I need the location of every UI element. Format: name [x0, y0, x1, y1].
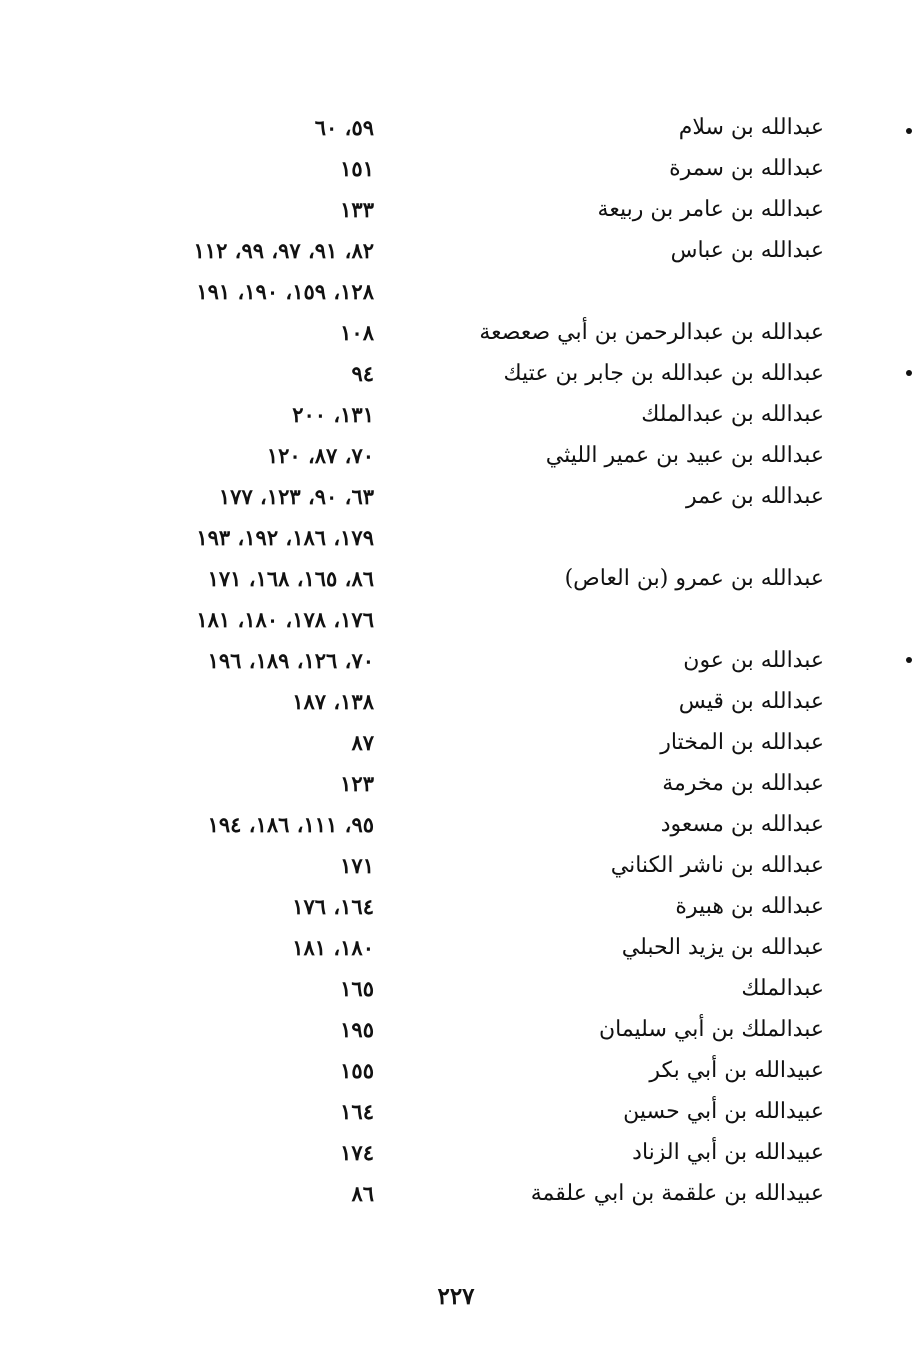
entry-name	[404, 518, 824, 558]
entry-name: عبيدالله بن أبي بكر	[649, 1058, 824, 1083]
entry-pages: ٩٥، ١١١، ١٨٦، ١٩٤	[207, 812, 374, 837]
entry-name: عبدالله بن عون	[683, 648, 824, 673]
entry-name: عبدالله بن عبيد بن عمير الليثي	[545, 443, 824, 468]
index-entry	[0, 518, 912, 558]
index-entry	[0, 969, 912, 1009]
entry-pages: ٩٤	[351, 361, 374, 386]
entry-pages: ١٣٣	[340, 197, 374, 222]
entry-name: عبدالله بن ناشر الكناني	[610, 853, 824, 878]
index-entry	[0, 805, 912, 845]
entry-name: عبدالله بن سلام	[678, 115, 824, 140]
index-entry	[0, 846, 912, 886]
index-entry	[0, 641, 912, 681]
index-entry	[0, 477, 912, 517]
index-entry	[0, 1133, 912, 1173]
entry-name: عبدالله بن المختار	[660, 730, 824, 755]
entry-pages: ٧٠، ١٢٦، ١٨٩، ١٩٦	[207, 648, 374, 673]
entry-name: عبدالله بن عمر	[685, 484, 824, 509]
entry-name: عبدالله بن عبدالملك	[641, 402, 824, 427]
entry-name: عبدالله بن مسعود	[660, 812, 824, 837]
entry-name: عبدالملك	[741, 976, 824, 1001]
entry-pages: ١٧١	[340, 853, 374, 878]
index-entry	[0, 313, 912, 353]
index-entry	[0, 149, 912, 189]
entry-name	[404, 600, 824, 640]
entry-name: عبيدالله بن علقمة بن ابي علقمة	[530, 1181, 824, 1206]
entry-pages: ٧٠، ٨٧، ١٢٠	[266, 443, 374, 468]
index-entry	[0, 559, 912, 599]
entry-pages: ١٣١، ٢٠٠	[292, 402, 374, 427]
entry-pages: ١٧٩، ١٨٦، ١٩٢، ١٩٣	[196, 525, 374, 550]
index-entry	[0, 231, 912, 271]
entry-name	[404, 272, 824, 312]
entry-pages: ١٨٠، ١٨١	[292, 935, 374, 960]
entry-pages: ١٠٨	[340, 320, 374, 345]
index-entry	[0, 354, 912, 394]
entry-pages: ١٧٤	[340, 1140, 374, 1165]
entry-name: عبدالله بن عباس	[670, 238, 824, 263]
entry-pages: ٦٣، ٩٠، ١٢٣، ١٧٧	[218, 484, 374, 509]
entry-pages: ٨٢، ٩١، ٩٧، ٩٩، ١١٢	[193, 238, 374, 263]
margin-dot	[906, 657, 912, 663]
entry-name: عبدالملك بن أبي سليمان	[598, 1017, 824, 1042]
index-entry	[0, 1010, 912, 1050]
margin-dot	[906, 370, 912, 376]
index-entry	[0, 764, 912, 804]
index-entry	[0, 190, 912, 230]
entry-name: عبدالله بن عامر بن ربيعة	[597, 197, 824, 222]
entry-pages: ١٥١	[340, 156, 374, 181]
entry-pages: ٥٩، ٦٠	[314, 115, 374, 140]
entry-pages: ١٣٨، ١٨٧	[292, 689, 374, 714]
index-entry	[0, 887, 912, 927]
entry-name: عبيدالله بن أبي الزناد	[632, 1140, 824, 1165]
index-entry	[0, 682, 912, 722]
entry-name: عبدالله بن قيس	[678, 689, 824, 714]
margin-dot	[906, 128, 912, 134]
page-number: ٢٢٧	[437, 1283, 475, 1310]
entry-name: عبيدالله بن أبي حسين	[623, 1099, 824, 1124]
index-entry	[0, 600, 912, 640]
index-entry	[0, 1174, 912, 1214]
index-entry	[0, 108, 912, 148]
index-entry	[0, 1092, 912, 1132]
entry-name: عبدالله بن عبدالرحمن بن أبي صعصعة	[479, 320, 824, 345]
index-entry	[0, 928, 912, 968]
index-entry	[0, 395, 912, 435]
entry-name: عبدالله بن مخرمة	[662, 771, 824, 796]
entry-pages: ١٩٥	[340, 1017, 374, 1042]
entry-pages: ١٢٨، ١٥٩، ١٩٠، ١٩١	[196, 279, 374, 304]
entry-pages: ٨٦، ١٦٥، ١٦٨، ١٧١	[207, 566, 374, 591]
entry-pages: ١٧٦، ١٧٨، ١٨٠، ١٨١	[196, 607, 374, 632]
index-entry	[0, 723, 912, 763]
entry-pages: ١٥٥	[340, 1058, 374, 1083]
entry-name: عبدالله بن عبدالله بن جابر بن عتيك	[503, 361, 824, 386]
entry-name: عبدالله بن هبيرة	[675, 894, 824, 919]
index-entry	[0, 272, 912, 312]
entry-pages: ١٦٤	[340, 1099, 374, 1124]
index-entry	[0, 436, 912, 476]
entry-pages: ٨٧	[351, 730, 374, 755]
entry-pages: ١٦٤، ١٧٦	[292, 894, 374, 919]
entry-pages: ١٦٥	[340, 976, 374, 1001]
entry-name: عبدالله بن يزيد الحبلي	[621, 935, 824, 960]
index-entry	[0, 1051, 912, 1091]
entry-name: عبدالله بن عمرو (بن العاص)	[564, 566, 824, 591]
entry-name: عبدالله بن سمرة	[669, 156, 824, 181]
entry-pages: ٨٦	[351, 1181, 374, 1206]
entry-pages: ١٢٣	[340, 771, 374, 796]
